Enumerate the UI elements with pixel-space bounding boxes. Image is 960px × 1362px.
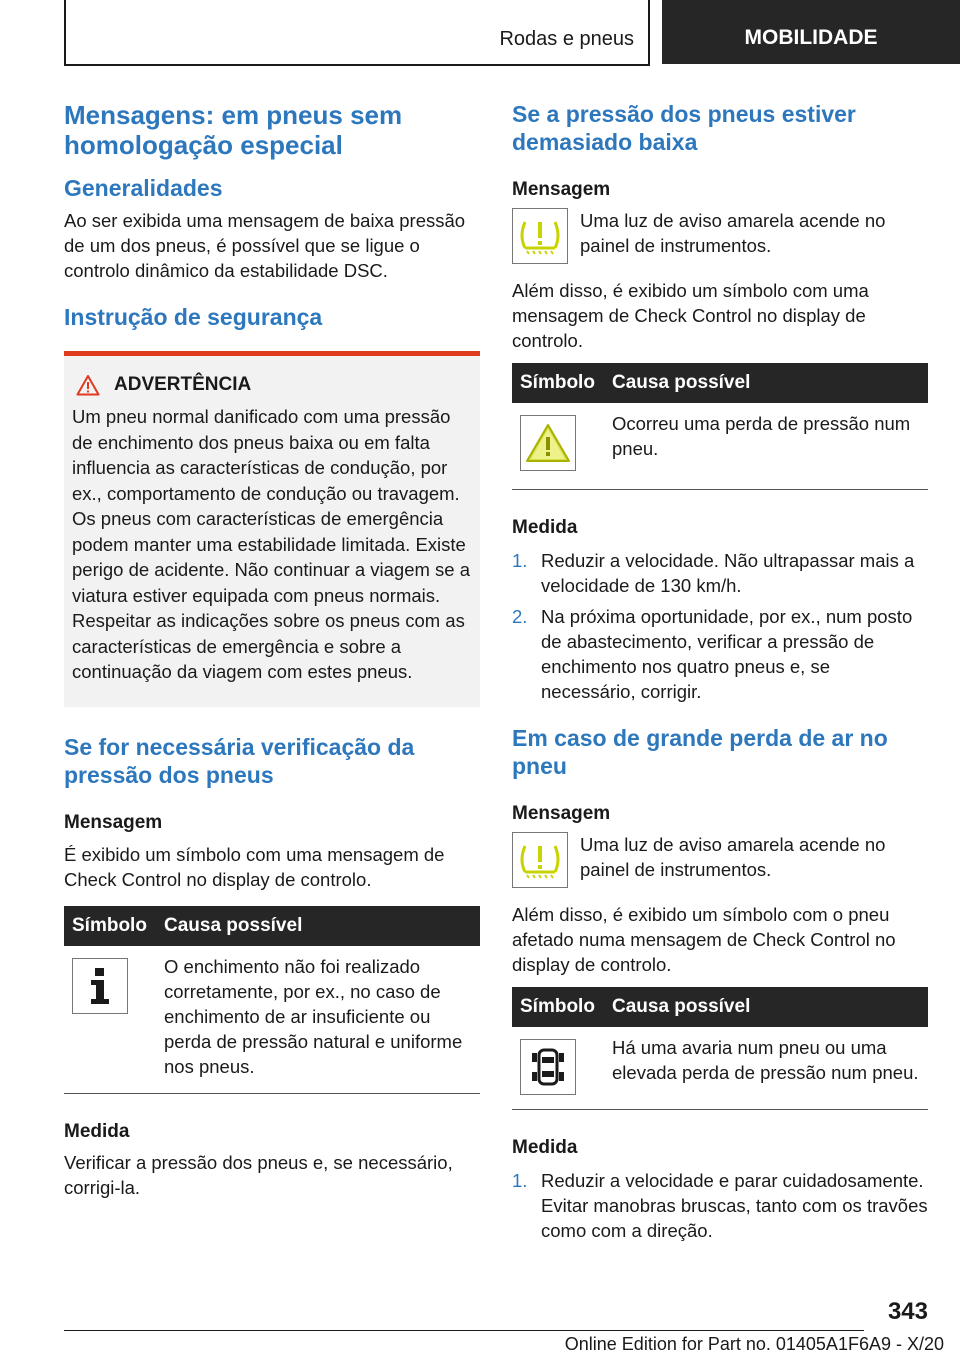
- list-item: [512, 1168, 928, 1243]
- message-row-1: [512, 208, 928, 264]
- step-number: 1.: [512, 550, 528, 571]
- heading-pressure-low: Se a pressão dos pneus estiver demasiado baixa: [512, 101, 856, 155]
- tpms-warning-icon: [512, 832, 568, 888]
- symbol-table-pressure-loss: [512, 363, 928, 490]
- steps-list-1: [512, 548, 928, 704]
- car-tyre-icon: [520, 1039, 576, 1095]
- table-cell-symbol: [512, 1035, 606, 1095]
- warning-text: Um pneu normal danificado com uma pressão de enchimento dos pneus baixa ou em falta influencia as características de condução, por ex., comportamento de condução ou travagem. Os pneus com características de emergência podem manter uma estabilidade limitada. Existe perigo de acidente. Não continuar a viagem se a viatura estiver equipada com pneus normais. Respeitar as indicações sobre os pneus com as características de emergência e sobre a continuação da viagem com estes pneus.: [72, 406, 471, 682]
- message-text-1: Uma luz de aviso amarela acende no painel de instrumentos.: [580, 210, 886, 256]
- table-row: [64, 946, 480, 1093]
- heading-general: Generalidades: [64, 175, 223, 201]
- step-number: 1.: [512, 1170, 528, 1191]
- header-section-box: [64, 0, 650, 66]
- left-column: [64, 100, 480, 1200]
- symbol-table-info: [64, 906, 480, 1094]
- step-text: Reduzir a velocidade e parar cuidadosamente. Evitar manobras bruscas, tanto com os travões como com a direção.: [541, 1170, 928, 1241]
- text-after-message-2: Além disso, é exibido um símbolo com o pneu afetado numa mensagem de Check Control no display de controlo.: [512, 904, 896, 975]
- page-number: 343: [887, 1298, 928, 1325]
- heading-measure-2: Medida: [512, 1137, 578, 1158]
- heading-message: Mensagem: [64, 811, 163, 833]
- heading-safety: Instrução de segurança: [64, 304, 323, 330]
- table-header-symbol: Símbolo: [520, 372, 595, 393]
- table-cell-cause: Ocorreu uma perda de pressão num pneu.: [612, 413, 911, 459]
- step-text: Reduzir a velocidade. Não ultrapassar mais a velocidade de 130 km/h.: [541, 550, 915, 596]
- footer-edition: Online Edition for Part no. 01405A1F6A9 - X/20: [564, 1334, 944, 1354]
- heading-measure: Medida: [64, 1120, 130, 1142]
- warning-triangle-icon: [520, 415, 576, 471]
- table-header: [512, 363, 928, 403]
- symbol-table-tyre-damage: [512, 987, 928, 1110]
- text-after-message-1: Além disso, é exibido um símbolo com uma mensagem de Check Control no display de controlo.: [512, 280, 869, 351]
- warning-title-row: [76, 374, 472, 396]
- heading-message-2: Mensagem: [512, 803, 611, 824]
- heading-messages-special: Mensagens: em pneus sem homologação especial: [64, 100, 403, 160]
- tpms-warning-icon: [512, 208, 568, 264]
- table-row: [512, 403, 928, 489]
- table-cell-symbol: [64, 954, 158, 1079]
- header-chapter-tab: MOBILIDADE: [662, 0, 960, 64]
- list-item: [512, 548, 928, 598]
- text-general: Ao ser exibida uma mensagem de baixa pressão de um dos pneus, é possível que se ligue o controlo dinâmico da estabilidade DSC.: [64, 210, 466, 281]
- warning-box: [64, 351, 480, 707]
- step-text: Na próxima oportunidade, por ex., num posto de abastecimento, verificar a pressão de enchimento nos quatro pneus e, se necessário, corrigir.: [541, 606, 913, 702]
- table-header-cause: Causa possível: [612, 996, 751, 1017]
- heading-message-1: Mensagem: [512, 179, 611, 200]
- info-icon: [72, 958, 128, 1014]
- right-column: [512, 100, 928, 1249]
- table-header-symbol: Símbolo: [72, 914, 147, 936]
- message-row-2: [512, 832, 928, 888]
- steps-list-2: [512, 1168, 928, 1243]
- table-cell-symbol: [512, 411, 606, 471]
- heading-check-pressure: Se for necessária verificação da pressão dos pneus: [64, 733, 415, 788]
- page-header: [0, 0, 960, 66]
- warning-title: ADVERTÊNCIA: [114, 374, 252, 395]
- table-header-cause: Causa possível: [164, 914, 303, 936]
- table-row: [512, 1027, 928, 1109]
- table-header-cause: Causa possível: [612, 372, 751, 393]
- table-header: [512, 987, 928, 1027]
- step-number: 2.: [512, 606, 528, 627]
- list-item: [512, 604, 928, 704]
- text-message: É exibido um símbolo com uma mensagem de Check Control no display de controlo.: [64, 843, 445, 890]
- footer-divider: [64, 1330, 864, 1331]
- header-section-title: Rodas e pneus: [499, 28, 634, 50]
- heading-measure-1: Medida: [512, 517, 578, 538]
- warning-triangle-icon: [76, 374, 100, 396]
- text-measure: Verificar a pressão dos pneus e, se necessário, corrigi-la.: [64, 1151, 453, 1198]
- table-header: [64, 906, 480, 946]
- message-text-2: Uma luz de aviso amarela acende no painel de instrumentos.: [580, 834, 886, 880]
- table-cell-cause: O enchimento não foi realizado corretamente, por ex., no caso de enchimento de ar insuficiente ou perda de pressão natural e uniforme nos pneus.: [164, 955, 463, 1077]
- table-cell-cause: Há uma avaria num pneu ou uma elevada perda de pressão num pneu.: [612, 1037, 919, 1083]
- table-header-symbol: Símbolo: [520, 996, 595, 1017]
- heading-big-air-loss: Em caso de grande perda de ar no pneu: [512, 725, 888, 779]
